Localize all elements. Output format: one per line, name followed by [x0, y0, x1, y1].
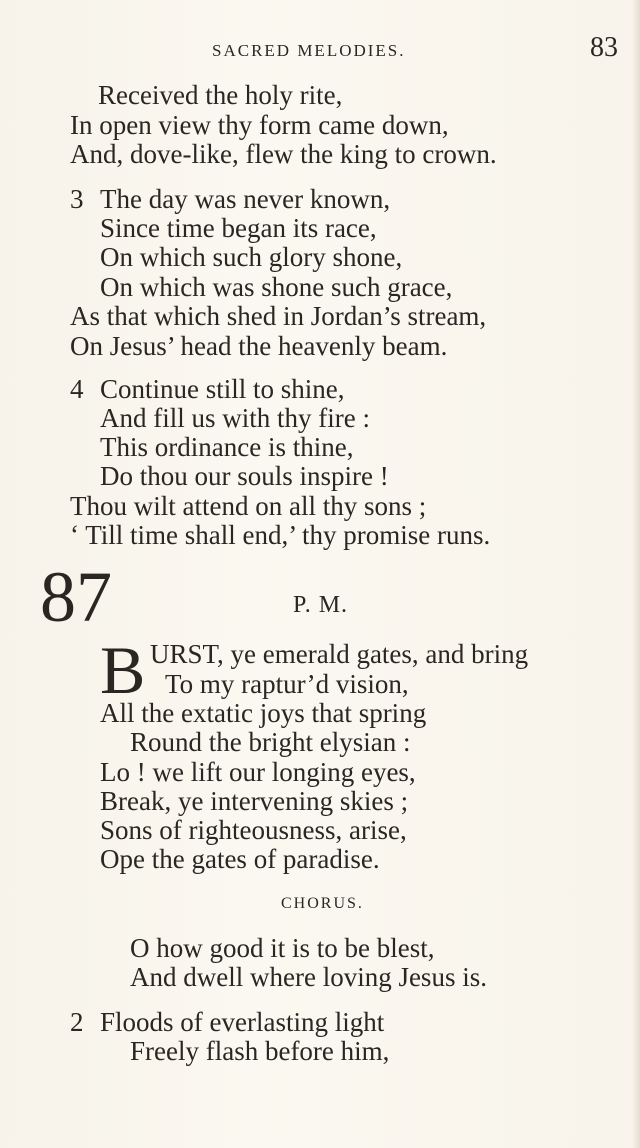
drop-cap: B [100, 632, 146, 708]
chorus-line: And dwell where loving Jesus is. [130, 962, 487, 992]
verse-line: All the extatic joys that spring [100, 698, 427, 728]
page-number: 83 [590, 32, 618, 63]
verse-line: URST, ye emerald gates, and bring [150, 639, 529, 669]
verse-4-first-line [70, 374, 345, 404]
verse-line: Do thou our souls inspire ! [100, 461, 389, 491]
verse-3-first-line [70, 184, 390, 214]
chorus-line: O how good it is to be blest, [130, 933, 435, 963]
verse-line: On Jesus’ head the heavenly beam. [70, 331, 448, 361]
verse-line: ‘ Till time shall end,’ thy promise runs. [70, 520, 491, 550]
verse-number: 4 [70, 374, 84, 404]
hymn-number: 87 [40, 557, 112, 637]
verse-line: In open view thy form came down, [70, 110, 449, 140]
verse-line: To my raptur’d vision, [165, 669, 409, 699]
verse-line: On which was shone such grace, [100, 272, 453, 302]
verse-line: Break, ye intervening skies ; [100, 786, 409, 816]
verse-line-text: Floods of everlasting light [100, 1007, 385, 1037]
verse-line: Received the holy rite, [98, 80, 343, 110]
verse-line: On which such glory shone, [100, 242, 403, 272]
running-header-title: SACRED MELODIES. [212, 41, 406, 60]
verse-line: Round the bright elysian : [130, 727, 411, 757]
hymn-meter: P. M. [293, 592, 349, 618]
verse-line: Thou wilt attend on all thy sons ; [70, 491, 427, 521]
verse-2-first-line [70, 1007, 384, 1037]
verse-line: Freely flash before him, [130, 1036, 390, 1066]
page-edge-shadow [632, 0, 640, 1148]
verse-number: 3 [70, 184, 84, 214]
verse-line-text: Continue still to shine, [100, 374, 345, 404]
verse-line: As that which shed in Jordan’s stream, [70, 301, 487, 331]
verse-number: 2 [70, 1007, 84, 1037]
chorus-label: CHORUS. [281, 895, 364, 912]
verse-line: Since time began its race, [100, 213, 377, 243]
verse-line-text: The day was never known, [100, 184, 391, 214]
verse-line: Ope the gates of paradise. [100, 844, 380, 874]
verse-line: And, dove-like, flew the king to crown. [70, 139, 497, 169]
verse-line: Sons of righteousness, arise, [100, 815, 407, 845]
verse-line: And fill us with thy fire : [100, 403, 370, 433]
verse-line: This ordinance is thine, [100, 432, 354, 462]
verse-line: Lo ! we lift our longing eyes, [100, 757, 416, 787]
